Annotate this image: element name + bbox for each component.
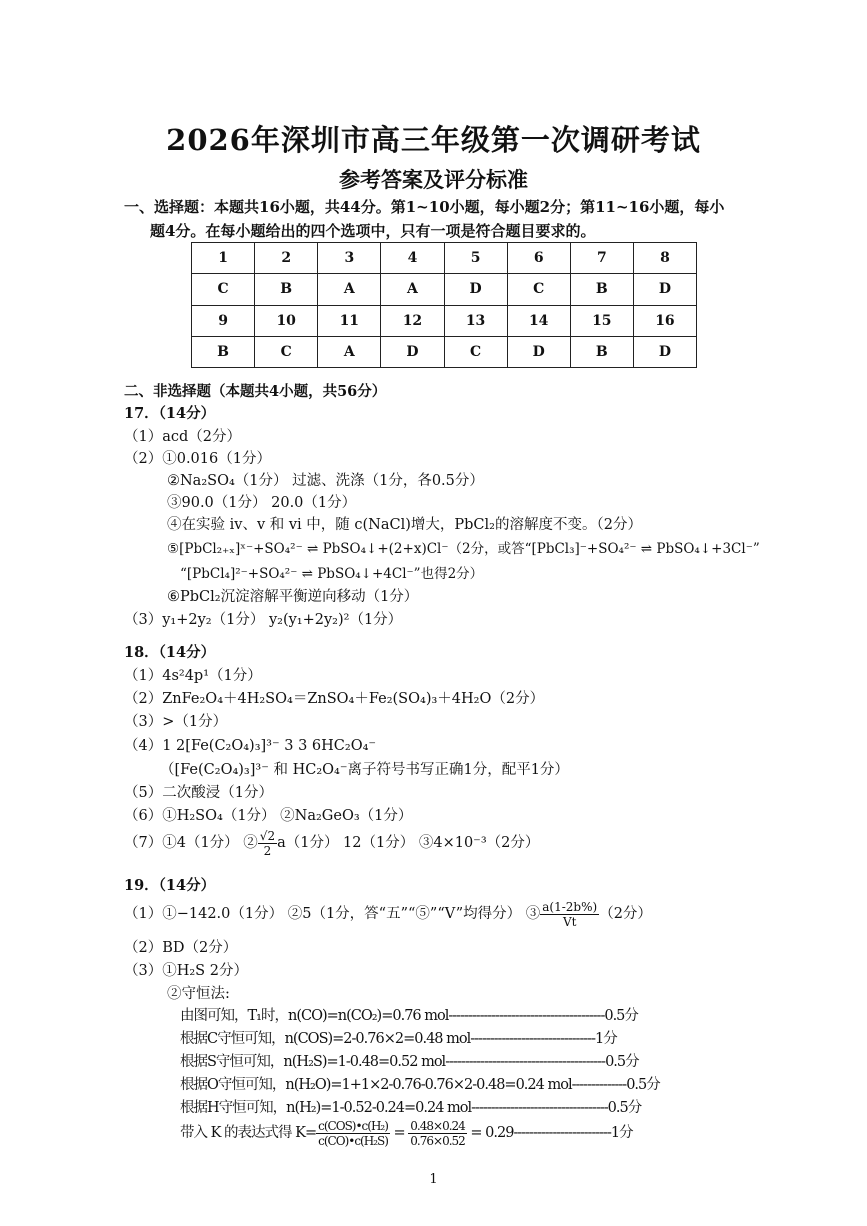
q18-l8b: a（1分） 12（1分） ③4×10⁻³（2分） [277, 835, 540, 851]
table-row [192, 336, 697, 367]
table-cell: 15 [570, 305, 633, 336]
table-cell: D [381, 336, 444, 367]
q17-line: ③90.0（1分） 20.0（1分） [167, 495, 357, 511]
table-cell: 1 [192, 243, 255, 274]
table-cell: D [444, 274, 507, 305]
table-cell: C [507, 274, 570, 305]
q18-line: （3）>（1分） [124, 714, 228, 730]
table-cell: 16 [633, 305, 696, 336]
q18-heading: 18．（14分） [124, 644, 216, 661]
table-cell: B [255, 274, 318, 305]
section2-heading: 二、非选择题（本题共4小题，共56分） [124, 383, 387, 400]
q17-line: ⑤[PbCl₂₊ₓ]ˣ⁻+SO₄²⁻ ⇌ PbSO₄↓+(2+x)Cl⁻（2分，或答“[PbCl₃]⁻+SO₄²⁻ ⇌ PbSO₄↓+3Cl⁻” [167, 541, 760, 557]
q19-l1a: （1）①−142.0（1分） ②5（1分，答“五”“⑤”“V”均得分） ③ [124, 906, 541, 922]
table-cell: 12 [381, 305, 444, 336]
table-cell: B [570, 336, 633, 367]
q19-line: ②守恒法: [167, 986, 230, 1002]
table-cell: C [444, 336, 507, 367]
q18-line: （1）4s²4p¹（1分） [124, 668, 262, 684]
q17-line: （3）y₁+2y₂（1分） y₂(y₁+2y₂)²（1分） [124, 612, 403, 628]
q19-heading: 19．（14分） [124, 877, 216, 894]
q17-line: “[PbCl₄]²⁻+SO₄²⁻ ⇌ PbSO₄↓+4Cl⁻”也得2分） [180, 566, 484, 582]
q19-l10a: 带入 K 的表达式得 K= [180, 1125, 317, 1141]
table-cell: D [633, 274, 696, 305]
fraction [316, 1119, 390, 1148]
table-cell: B [570, 274, 633, 305]
table-cell: 10 [255, 305, 318, 336]
q19-line: 根据H守恒可知，n(H₂)=1-0.52-0.24=0.24 mol-----------------------------------0.5分 [180, 1100, 642, 1116]
table-cell: 2 [255, 243, 318, 274]
q18-line-7 [124, 828, 539, 858]
fraction-denominator: c(CO)•c(H₂S) [318, 1133, 388, 1148]
fraction-numerator: a(1-2b%) [542, 899, 598, 914]
table-cell: 11 [318, 305, 381, 336]
q19-line: 根据C守恒可知，n(COS)=2-0.76×2=0.48 mol--------------------------------1分 [180, 1031, 617, 1047]
q17-line: ⑥PbCl₂沉淀溶解平衡逆向移动（1分） [167, 589, 419, 605]
table-cell: A [381, 274, 444, 305]
fraction-denominator: 2 [263, 843, 272, 858]
fraction-denominator: 0.76×0.52 [410, 1133, 465, 1148]
table-cell: 3 [318, 243, 381, 274]
table-cell: D [507, 336, 570, 367]
table-cell: 14 [507, 305, 570, 336]
q19-line: 根据S守恒可知，n(H₂S)=1-0.48=0.52 mol-----------------------------------------0.5分 [180, 1054, 639, 1070]
fraction-numerator: √2 [259, 828, 276, 843]
q18-line: （5）二次酸浸（1分） [124, 785, 273, 801]
page-subtitle: 参考答案及评分标准 [339, 167, 528, 192]
section1-line1: 一、选择题：本题共16小题，共44分。第1~10小题，每小题2分；第11~16小题，每小 [124, 198, 725, 216]
q18-l8a: （7）①4（1分） ② [124, 835, 258, 851]
q17-heading: 17．（14分） [124, 405, 216, 422]
table-row [192, 305, 697, 336]
q18-line: （2）ZnFe₂O₄＋4H₂SO₄＝ZnSO₄＋Fe₂(SO₄)₃＋4H₂O（2分） [124, 691, 545, 707]
table-cell: 6 [507, 243, 570, 274]
q19-line: 根据O守恒可知，n(H₂O)=1+1×2-0.76-0.76×2-0.48=0.24 mol--------------0.5分 [180, 1077, 660, 1093]
table-cell: 7 [570, 243, 633, 274]
table-row [192, 274, 697, 305]
q18-line: （6）①H₂SO₄（1分） ②Na₂GeO₃（1分） [124, 808, 413, 824]
answer-table [191, 242, 697, 368]
fraction-denominator: Vt [562, 914, 577, 929]
q17-line: ②Na₂SO₄（1分） 过滤、洗涤（1分，各0.5分） [167, 473, 484, 489]
q19-line: 由图可知，T₁时，n(CO)=n(CO₂)=0.76 mol----------------------------------------0.5分 [180, 1008, 638, 1024]
q17-line: （1）acd（2分） [124, 429, 241, 445]
page-number: 1 [429, 1172, 438, 1187]
q19-l10-eq: = [389, 1125, 409, 1141]
table-cell: 8 [633, 243, 696, 274]
table-cell: 5 [444, 243, 507, 274]
table-cell: 9 [192, 305, 255, 336]
fraction-numerator: 0.48×0.24 [410, 1118, 465, 1133]
fraction [540, 900, 599, 929]
table-cell: B [192, 336, 255, 367]
table-cell: A [318, 274, 381, 305]
page-title: 2026年深圳市高三年级第一次调研考试 [166, 123, 701, 157]
q19-l10b: = 0.29-------------------------1分 [466, 1125, 633, 1141]
section1-line2: 题4分。在每小题给出的四个选项中，只有一项是符合题目要求的。 [150, 222, 596, 240]
fraction-numerator: c(COS)•c(H₂) [318, 1118, 388, 1133]
q19-line-1 [124, 898, 652, 930]
fraction [408, 1119, 467, 1148]
q18-line: （[Fe(C₂O₄)₃]³⁻ 和 HC₂O₄⁻离子符号书写正确1分，配平1分） [160, 762, 569, 778]
table-cell: 4 [381, 243, 444, 274]
q19-l1b: （2分） [599, 906, 652, 922]
q18-line: （4）1 2[Fe(C₂O₄)₃]³⁻ 3 3 6HC₂O₄⁻ [124, 738, 377, 754]
q17-line: ④在实验 iv、v 和 vi 中，随 c(NaCl)增大，PbCl₂的溶解度不变。（2分） [167, 517, 642, 533]
q17-line: （2）①0.016（1分） [124, 451, 271, 467]
table-cell: D [633, 336, 696, 367]
q19-line: （3）①H₂S 2分） [124, 963, 248, 979]
table-cell: A [318, 336, 381, 367]
table-cell: C [255, 336, 318, 367]
table-row [192, 243, 697, 274]
table-cell: C [192, 274, 255, 305]
fraction [258, 829, 277, 858]
table-cell: 13 [444, 305, 507, 336]
q19-line: （2）BD（2分） [124, 940, 238, 956]
q19-line-10 [180, 1116, 633, 1150]
